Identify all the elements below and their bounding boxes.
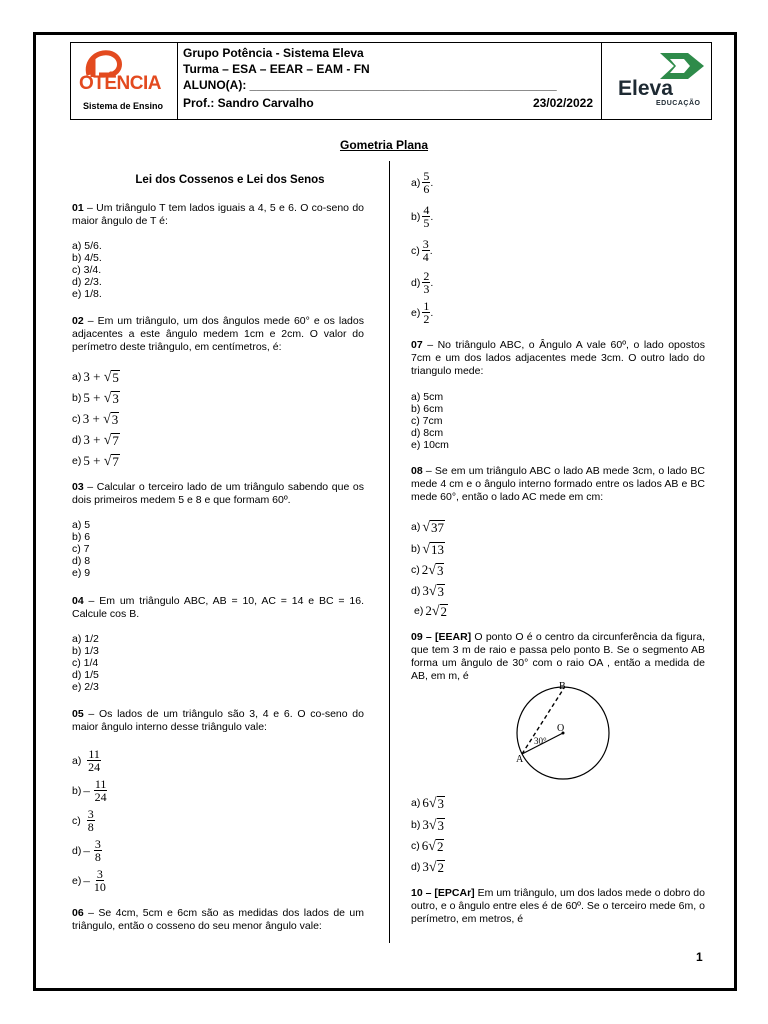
option: a) $\frac{11}{24}$ xyxy=(72,747,101,774)
option: e) $\frac{1}{2}$ . xyxy=(411,299,434,326)
option: c) 6 √ 2 xyxy=(411,838,444,854)
option: b) √ 13 xyxy=(411,542,445,557)
column-divider xyxy=(389,161,390,943)
question-01-options xyxy=(72,240,102,300)
option: d) 3 √ 2 xyxy=(411,859,445,875)
option: c) 2 √ 3 xyxy=(411,562,444,578)
option: e) 10cm xyxy=(411,439,449,451)
option: a) $\frac{5}{6}$ . xyxy=(411,169,434,196)
option: c) $\frac{3}{4}$ . xyxy=(411,237,433,264)
circle-figure xyxy=(508,680,618,785)
option: d) – $\frac{3}{8}$ xyxy=(72,837,101,864)
header-prof: Prof.: Sandro Carvalho xyxy=(183,96,314,110)
option: b) 4/5. xyxy=(72,252,102,264)
option: a) 1/2 xyxy=(72,633,99,645)
eleva-logo xyxy=(602,43,712,119)
option: b) $\frac{4}{5}$ . xyxy=(411,203,434,230)
option: e) 5 + √ 7 xyxy=(72,453,119,469)
label-o: O xyxy=(557,723,565,734)
header-info xyxy=(177,43,602,119)
label-a: A xyxy=(516,754,524,765)
option: c) $\frac{3}{8}$ xyxy=(72,807,94,834)
option: a) 5 xyxy=(72,519,91,531)
option: a) √ 37 xyxy=(411,520,445,535)
option: d) 3 √ 3 xyxy=(411,583,445,599)
option: d) $\frac{2}{3}$ . xyxy=(411,269,434,296)
option: d) 1/5 xyxy=(72,669,99,681)
option: a) 5/6. xyxy=(72,240,102,252)
question-10: 10 – [EPCAr] Em um triângulo, um dos lados mede o dobro do outro, e o ângulo entre eles é de 60º. Se o terceiro mede 6m, o perímetro, em metros, é xyxy=(411,887,705,925)
eleva-wordmark: Eleva xyxy=(618,77,673,100)
section-title: Lei dos Cossenos e Lei dos Senos xyxy=(135,174,325,186)
option: d) 2/3. xyxy=(72,276,102,288)
question-05: 05 – Os lados de um triângulo são 3, 4 e 6. O co-seno do maior ângulo interno desse triângulo vale: xyxy=(72,708,364,733)
option: c) 1/4 xyxy=(72,657,99,669)
option: c) 7 xyxy=(72,543,90,555)
option: a) 5cm xyxy=(411,391,444,403)
header-date: 23/02/2022 xyxy=(532,96,593,110)
header-group: Grupo Potência - Sistema Eleva xyxy=(183,46,364,60)
option: e) 2 √ 2 xyxy=(414,603,448,619)
option: d) 8 xyxy=(72,555,91,567)
question-04: 04 – Em um triângulo ABC, AB = 10, AC = 14 e BC = 16. Calcule cos B. xyxy=(72,595,364,620)
question-01: 01 – Um triângulo T tem lados iguais a 4, 5 e 6. O co-seno do maior ângulo de T é: xyxy=(72,202,364,227)
angle-label: 30° xyxy=(534,736,547,746)
option: a) 6 √ 3 xyxy=(411,795,445,811)
question-03: 03 – Calcular o terceiro lado de um triângulo sabendo que os dois primeiros medem 5 e 8 e que formam 60º. xyxy=(72,481,364,506)
potencia-logo xyxy=(71,43,178,119)
option: b) 1/3 xyxy=(72,645,99,657)
option: e) 9 xyxy=(72,567,91,579)
option: b) 6 xyxy=(72,531,91,543)
question-03-options xyxy=(72,519,90,579)
header-box xyxy=(70,42,712,120)
option: c) 7cm xyxy=(411,415,443,427)
option: d) 3 + √ 7 xyxy=(72,432,119,448)
option: d) 8cm xyxy=(411,427,444,439)
option: b) 6cm xyxy=(411,403,444,415)
question-08: 08 – Se em um triângulo ABC o lado AB mede 3cm, o lado BC mede 4 cm e o ângulo interno formado entre os lados AB e BC mede 60°, então o lado AC mede em cm: xyxy=(411,465,705,503)
question-07: 07 – No triângulo ABC, o Ângulo A vale 60º, o lado opostos 7cm e um dos lados adjacentes mede 3cm. O outro lado do triangulo mede: xyxy=(411,339,705,377)
option: e) 1/8. xyxy=(72,288,102,300)
header-aluno: ALUNO(A): ______________________________________________ xyxy=(183,78,557,92)
option: a) 3 + √ 5 xyxy=(72,369,119,385)
option: c) 3 + √ 3 xyxy=(72,411,119,427)
question-07-options xyxy=(411,391,449,451)
option: e) – $\frac{3}{10}$ xyxy=(72,867,106,894)
potencia-subtitle: Sistema de Ensino xyxy=(83,101,164,111)
question-02: 02 – Em um triângulo, um dos ângulos mede 60° e os lados adjacentes a este ângulo medem 1cm e 2cm. O valor do perímetro deste triângulo, em centímetros, é: xyxy=(72,315,364,353)
eleva-chevron-icon xyxy=(660,53,704,79)
option: b) 5 + √ 3 xyxy=(72,390,119,406)
option: e) 2/3 xyxy=(72,681,99,693)
eleva-subtitle: EDUCAÇÃO xyxy=(656,100,701,107)
document-title: Gometria Plana xyxy=(339,138,429,152)
question-06: 06 – Se 4cm, 5cm e 6cm são as medidas dos lados de um triângulo, então o cosseno do seu menor ângulo vale: xyxy=(72,907,364,932)
question-09: 09 – [EEAR] O ponto O é o centro da circunferência da figura, que tem 3 m de raio e passa pelo ponto B. Se o segmento AB forma um ângulo de 30° com o raio OA , então a medida de AB, em m, é xyxy=(411,631,705,682)
page-number: 1 xyxy=(696,950,703,964)
question-04-options xyxy=(72,633,99,693)
header-turma: Turma – ESA – EEAR – EAM - FN xyxy=(183,62,370,76)
option: c) 3/4. xyxy=(72,264,102,276)
option: b) 3 √ 3 xyxy=(411,817,445,833)
option: b) – $\frac{11}{24}$ xyxy=(72,777,107,804)
potencia-wordmark: OTÊNCIA xyxy=(79,73,161,94)
label-b: B xyxy=(559,681,566,692)
